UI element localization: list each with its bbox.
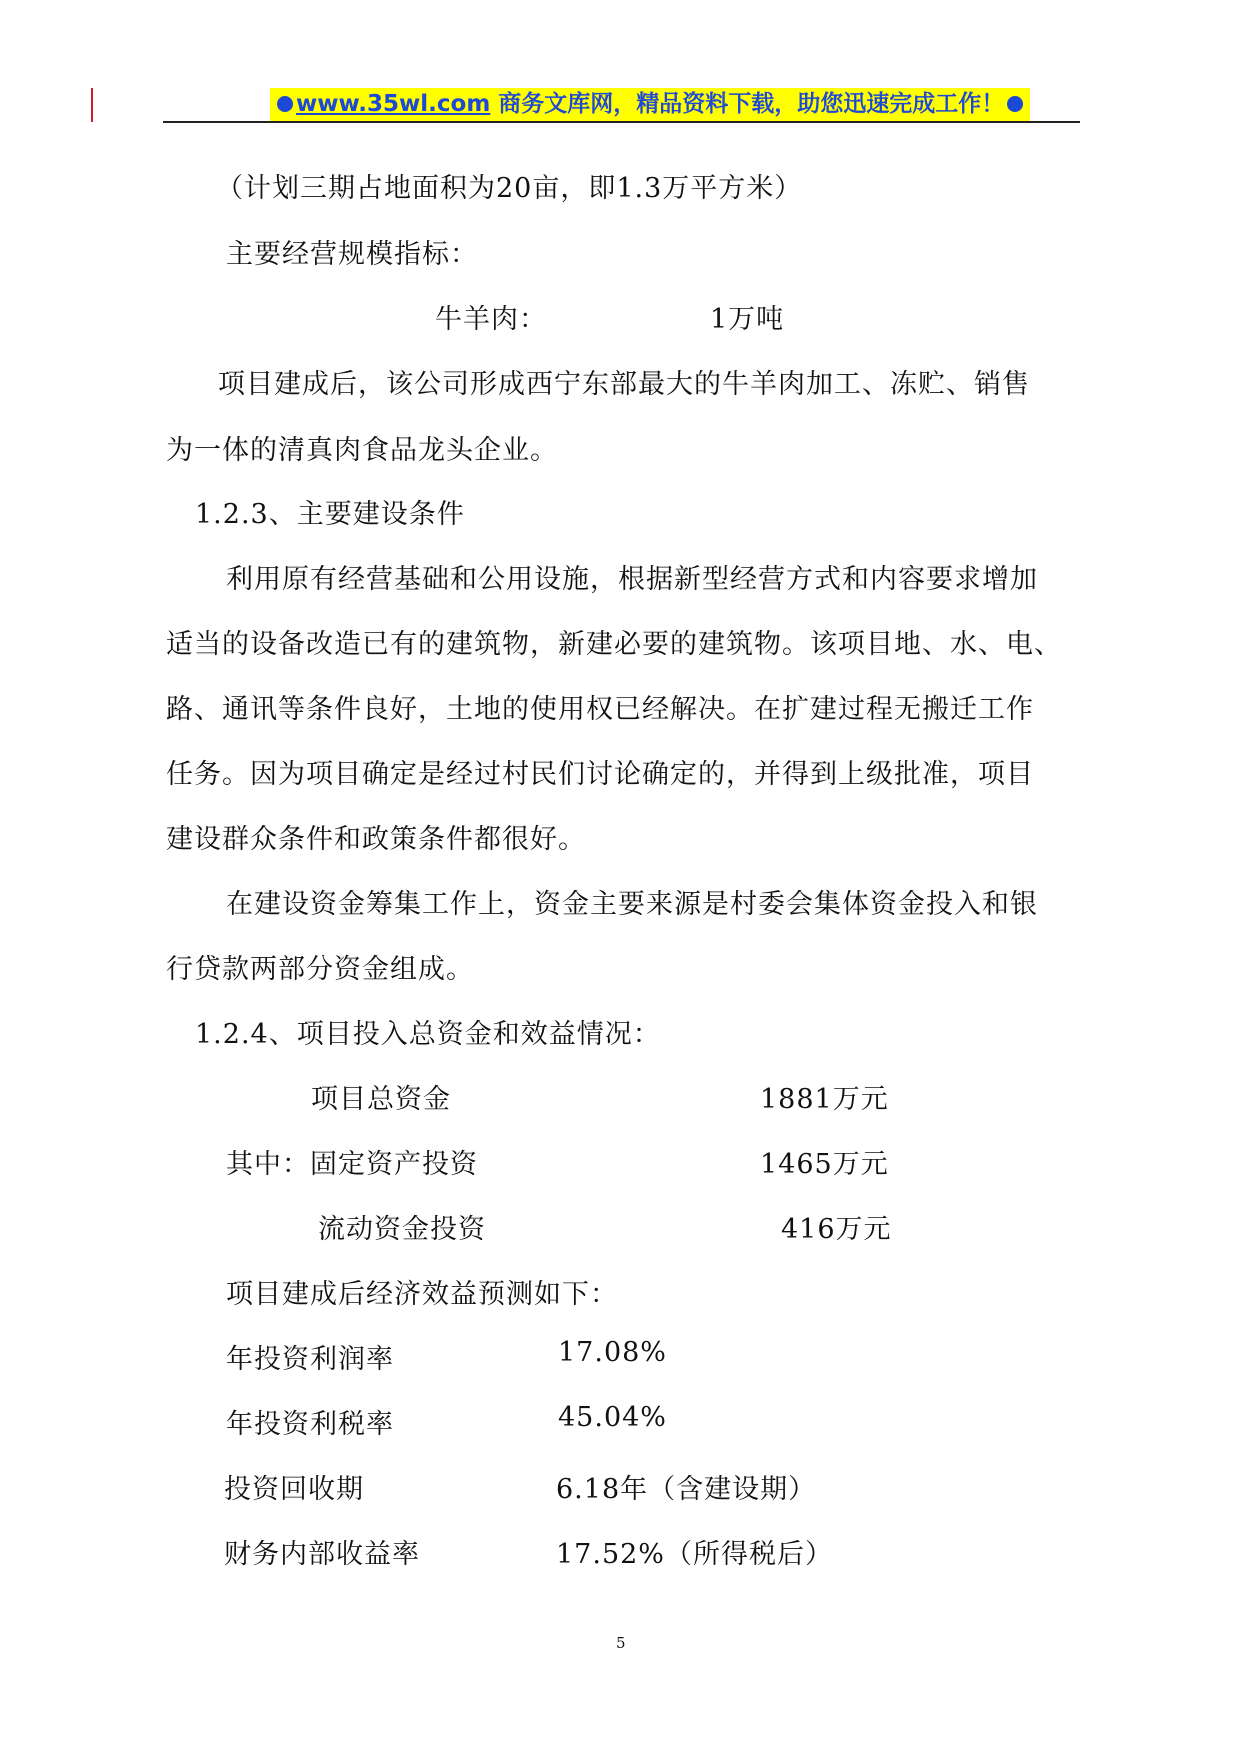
benefit-heading: 项目建成后经济效益预测如下： — [226, 1279, 618, 1310]
investment-label: 项目总资金 — [311, 1084, 451, 1115]
benefit-value: 17.08% — [558, 1337, 667, 1368]
section-heading-1-2-4: 1.2.4、项目投入总资金和效益情况： — [195, 1019, 661, 1050]
bullet-dot-icon — [1007, 96, 1023, 112]
paragraph-line: 路、通讯等条件良好，土地的使用权已经解决。在扩建过程无搬迁工作 — [166, 694, 1034, 725]
scale-heading: 主要经营规模指标： — [226, 239, 478, 270]
benefit-label: 年投资利税率 — [226, 1409, 394, 1440]
plan-area-note: （计划三期占地面积为20亩，即1.3万平方米） — [216, 173, 803, 204]
paragraph-line: 为一体的清真肉食品龙头企业。 — [166, 435, 558, 466]
benefit-value: 17.52%（所得税后） — [556, 1539, 833, 1570]
header-banner — [270, 88, 1030, 121]
investment-value: 1465万元 — [760, 1149, 889, 1180]
page-number: 5 — [616, 1634, 626, 1652]
investment-value: 1881万元 — [760, 1084, 889, 1115]
benefit-label: 投资回收期 — [224, 1474, 364, 1505]
benefit-value: 45.04% — [558, 1402, 667, 1433]
header-link[interactable]: www.35wl.com — [296, 91, 491, 117]
header-rule — [163, 121, 1080, 123]
product-label: 牛羊肉： — [435, 304, 547, 335]
paragraph-line: 建设群众条件和政策条件都很好。 — [166, 824, 586, 855]
investment-label: 其中：固定资产投资 — [226, 1149, 478, 1180]
margin-mark — [91, 88, 93, 122]
paragraph-line: 适当的设备改造已有的建筑物，新建必要的建筑物。该项目地、水、电、 — [166, 629, 1062, 660]
product-value: 1万吨 — [710, 304, 785, 335]
paragraph-line: 任务。因为项目确定是经过村民们讨论确定的，并得到上级批准，项目 — [166, 759, 1034, 790]
section-heading-1-2-3: 1.2.3、主要建设条件 — [195, 499, 465, 530]
paragraph-line: 利用原有经营基础和公用设施，根据新型经营方式和内容要求增加 — [226, 564, 1038, 595]
investment-value: 416万元 — [781, 1214, 892, 1245]
paragraph-line: 行贷款两部分资金组成。 — [166, 954, 474, 985]
benefit-label: 财务内部收益率 — [224, 1539, 420, 1570]
benefit-label: 年投资利润率 — [226, 1344, 394, 1375]
paragraph-line: 在建设资金筹集工作上，资金主要来源是村委会集体资金投入和银 — [226, 889, 1038, 920]
benefit-value: 6.18年（含建设期） — [556, 1474, 817, 1505]
header-tagline: 商务文库网，精品资料下载，助您迅速完成工作！ — [490, 91, 1005, 117]
bullet-dot-icon — [277, 96, 293, 112]
paragraph-line: 项目建成后，该公司形成西宁东部最大的牛羊肉加工、冻贮、销售 — [218, 369, 1030, 400]
investment-label: 流动资金投资 — [318, 1214, 486, 1245]
